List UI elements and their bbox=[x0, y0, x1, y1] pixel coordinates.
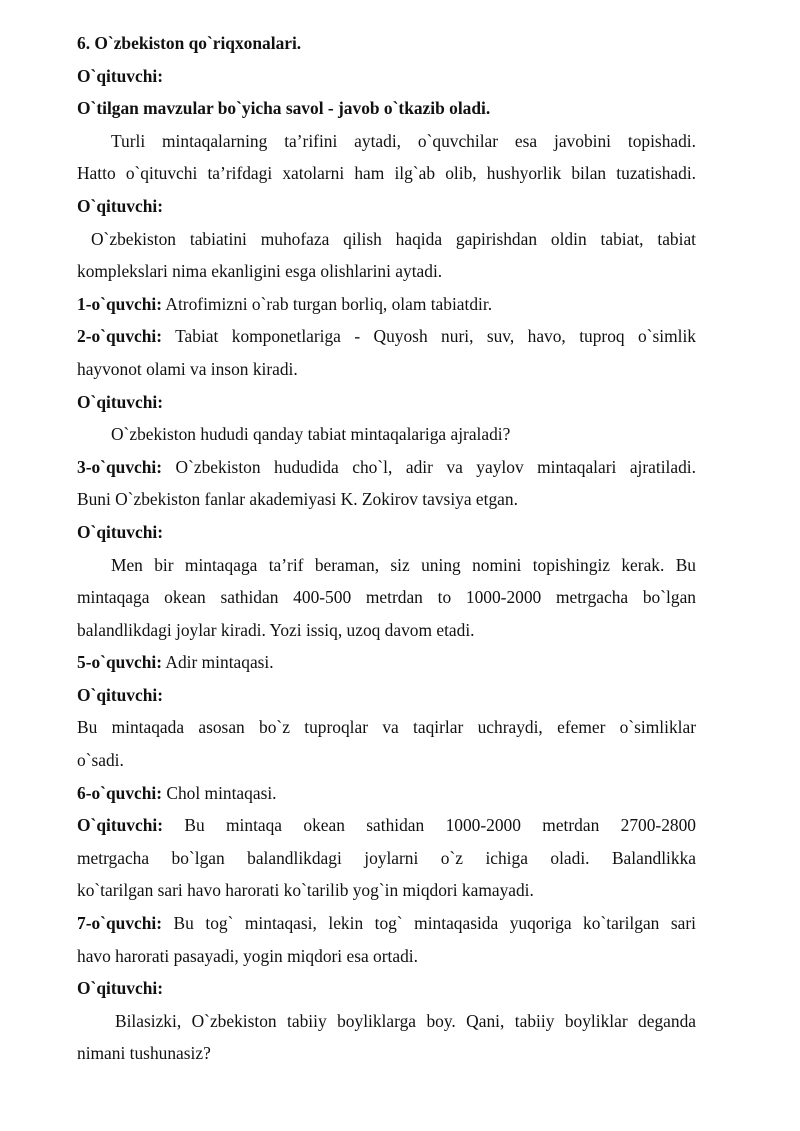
student-answer bbox=[77, 907, 696, 940]
paragraph-line: Buni O`zbekiston fanlar akademiyasi K. Zokirov tavsiya etgan. bbox=[77, 489, 518, 510]
paragraph-line: Men bir mintaqaga ta’rif beraman, siz uning nomini topishingiz kerak. Bu bbox=[111, 554, 696, 575]
paragraph-line: o`sadi. bbox=[77, 750, 124, 771]
paragraph-line: nimani tushunasiz? bbox=[77, 1043, 211, 1064]
paragraph-line: mintaqaga okean sathidan 400-500 metrdan to 1000-2000 metrgacha bo`lgan bbox=[77, 587, 696, 608]
answer-text: Chol mintaqasi. bbox=[162, 782, 277, 803]
teacher-label: O`qituvchi: bbox=[77, 521, 163, 542]
paragraph-line: ko`tarilgan sari havo harorati ko`tarilib yog`in miqdori kamayadi. bbox=[77, 880, 534, 901]
paragraph-line: Bu mintaqada asosan bo`z tuproqlar va taqirlar uchraydi, efemer o`simliklar bbox=[77, 717, 696, 738]
student-answer bbox=[77, 777, 696, 810]
answer-text: Adir mintaqasi. bbox=[162, 652, 274, 673]
section-heading: 6. O`zbekiston qo`riqxonalari. bbox=[77, 33, 302, 53]
paragraph-line: Turli mintaqalarning ta’rifini aytadi, o`quvchilar esa javobini topishadi. bbox=[111, 130, 696, 151]
student-label: 1-o`quvchi: bbox=[77, 293, 163, 314]
paragraph-line: havo harorati pasayadi, yogin miqdori esa ortadi. bbox=[77, 945, 418, 966]
answer-text: Tabiat komponetlariga - Quyosh nuri, suv, havo, tuproq o`simlik bbox=[175, 326, 696, 347]
student-label: 2-o`quvchi: bbox=[77, 326, 163, 347]
paragraph-line: balandlikdagi joylar kiradi. Yozi issiq, uzoq davom etadi. bbox=[77, 619, 475, 640]
teacher-label: O`qituvchi: bbox=[77, 684, 163, 705]
remark-text: Bu mintaqa okean sathidan 1000-2000 metrdan 2700-2800 bbox=[184, 815, 696, 836]
paragraph-line: hayvonot olami va inson kiradi. bbox=[77, 358, 298, 379]
answer-text: Atrofimizni o`rab turgan borliq, olam tabiatdir. bbox=[162, 293, 493, 314]
student-answer bbox=[77, 451, 696, 484]
teacher-remark bbox=[77, 809, 696, 842]
task-line: O`tilgan mavzular bo`yicha savol - javob o`tkazib oladi. bbox=[77, 98, 491, 119]
teacher-label: O`qituvchi: bbox=[77, 815, 163, 836]
student-label: 6-o`quvchi: bbox=[77, 782, 163, 803]
teacher-label: O`qituvchi: bbox=[77, 391, 163, 412]
student-answer bbox=[77, 320, 696, 353]
student-label: 3-o`quvchi: bbox=[77, 456, 163, 477]
student-answer bbox=[77, 288, 696, 321]
student-label: 5-o`quvchi: bbox=[77, 652, 163, 673]
paragraph-line: Hatto o`qituvchi ta’rifdagi xatolarni ham ilg`ab olib, hushyorlik bilan tuzatishadi. bbox=[77, 163, 696, 184]
paragraph-line: O`zbekiston tabiatini muhofaza qilish haqida gapirishdan oldin tabiat, tabiat bbox=[91, 228, 696, 249]
answer-text: O`zbekiston hududida cho`l, adir va yaylov mintaqalari ajratiladi. bbox=[175, 456, 696, 477]
answer-text: Bu tog` mintaqasi, lekin tog` mintaqasida yuqoriga ko`tarilgan sari bbox=[173, 913, 696, 934]
teacher-label: O`qituvchi: bbox=[77, 978, 163, 999]
student-answer bbox=[77, 646, 696, 679]
question-line: O`zbekiston hududi qanday tabiat mintaqalariga ajraladi? bbox=[111, 424, 511, 445]
paragraph-line: Bilasizki, O`zbekiston tabiiy boyliklarga boy. Qani, tabiiy boyliklar deganda bbox=[115, 1010, 696, 1031]
teacher-label: O`qituvchi: bbox=[77, 65, 163, 86]
paragraph-line: metrgacha bo`lgan balandlikdagi joylarni o`z ichiga oladi. Balandlikka bbox=[77, 847, 696, 868]
paragraph-line: komplekslari nima ekanligini esga olishlarini aytadi. bbox=[77, 261, 443, 282]
teacher-label: O`qituvchi: bbox=[77, 195, 163, 216]
student-label: 7-o`quvchi: bbox=[77, 913, 163, 934]
